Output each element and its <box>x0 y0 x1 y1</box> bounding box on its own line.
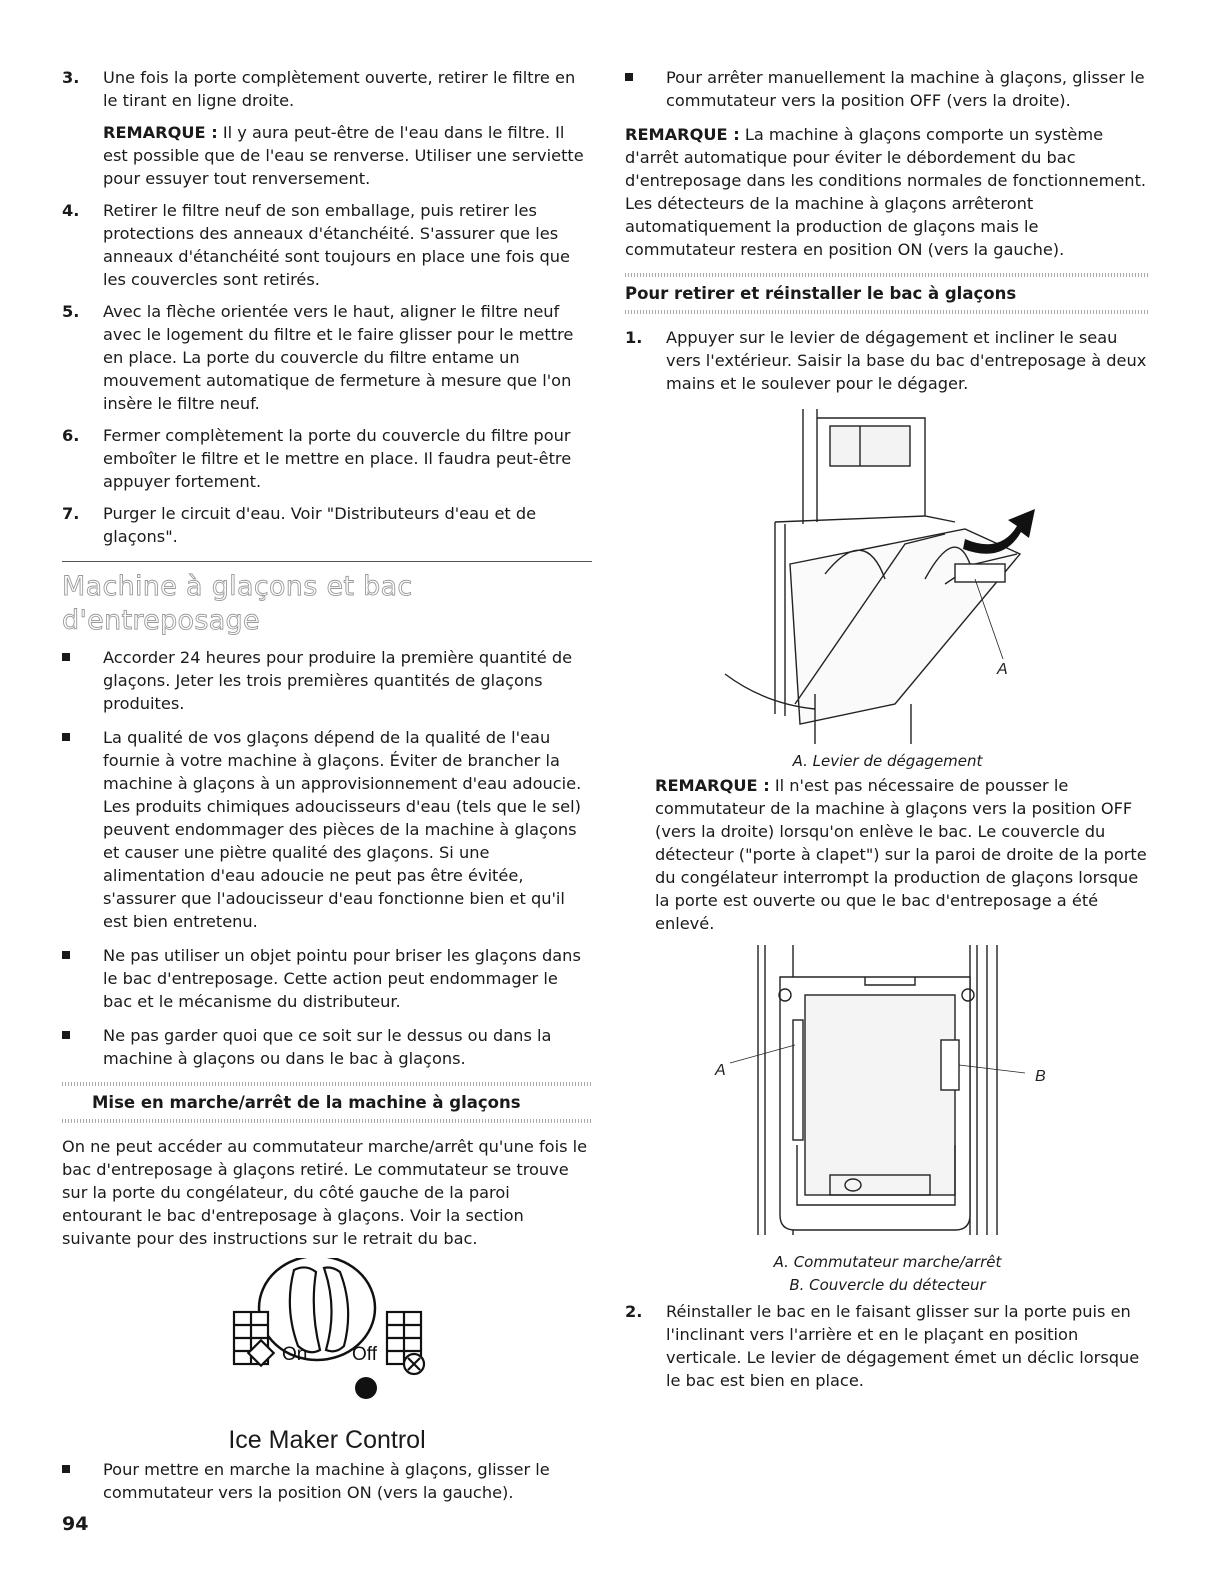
bullet-item <box>625 66 1150 112</box>
step-number: 1. <box>625 328 643 347</box>
ice-maker-control-figure <box>62 1258 592 1458</box>
step-6 <box>62 424 592 493</box>
switch-dot <box>355 1377 377 1399</box>
page-number: 94 <box>62 1513 89 1535</box>
left-column <box>62 66 592 1515</box>
subsection-header <box>625 273 1150 314</box>
step-7 <box>62 502 592 548</box>
step-text: Purger le circuit d'eau. Voir "Distributeurs d'eau et de glaçons". <box>103 504 537 546</box>
step-text: Retirer le filtre neuf de son emballage, puis retirer les protections des anneaux d'étanchéité. S'assurer que les anneaux d'étanchéité sont toujours en place une fois que les couvercles sont retirés. <box>103 201 570 289</box>
on-label: On <box>282 1344 308 1365</box>
on-grid-icon <box>234 1312 274 1366</box>
step-number: 2. <box>625 1302 643 1321</box>
note-detector-cover <box>655 774 1150 935</box>
section-divider <box>62 561 592 562</box>
tilting-bucket <box>790 529 1020 724</box>
step-text: Réinstaller le bac en le faisant glisser sur la porte puis en l'inclinant vers l'arrière et en le plaçant en position verticale. Le levier de dégagement émet un déclic lorsque le bac est bien en place. <box>666 1302 1140 1390</box>
step-number: 6. <box>62 426 80 445</box>
step-text: Une fois la porte complètement ouverte, retirer le filtre en le tirant en ligne droite. <box>103 68 576 110</box>
step-number: 5. <box>62 302 80 321</box>
switch-access-paragraph: On ne peut accéder au commutateur marche/arrêt qu'une fois le bac d'entreposage à glaçons retiré. Le commutateur se trouve sur la porte du congélateur, du côté gauche de la paroi entourant le bac d'entreposage à glaçons. Voir la section suivante pour des instructions sur le retrait du bac. <box>62 1137 588 1248</box>
step-3 <box>62 66 592 112</box>
note-water-in-filter <box>103 121 592 190</box>
figure-caption-b: B. Couvercle du détecteur <box>789 1276 986 1294</box>
right-column <box>625 66 1150 1401</box>
section-title: Machine à glaçons et bac d'entreposage <box>62 571 413 636</box>
step-text: Appuyer sur le levier de dégagement et incliner le seau vers l'extérieur. Saisir la base du bac d'entreposage à deux mains et le soulever pour le dégager. <box>666 328 1147 393</box>
step-5 <box>62 300 592 415</box>
off-grid-icon <box>387 1312 424 1374</box>
note-text: Il y aura peut-être de l'eau dans le filtre. Il est possible que de l'eau se renverse. Utiliser une serviette pour essuyer tout renversement. <box>103 123 584 188</box>
figure-caption-a: A. Commutateur marche/arrêt <box>773 1253 1002 1271</box>
figure-label-b: B <box>1035 1068 1046 1085</box>
switch-location-figure <box>625 945 1150 1300</box>
ice-maker-control-illustration <box>62 1258 592 1423</box>
step-2 <box>625 1300 1150 1392</box>
bullet-text: Ne pas garder quoi que ce soit sur le dessus ou dans la machine à glaçons ou dans le bac à glaçons. <box>103 1026 552 1068</box>
bullet-marker <box>62 1458 103 1504</box>
bullet-item <box>62 1024 592 1070</box>
step-number: 4. <box>62 201 80 220</box>
bullet-item <box>62 646 592 715</box>
step-4 <box>62 199 592 291</box>
figure-label-a: A <box>715 1062 726 1079</box>
bin-release-illustration <box>625 404 1150 744</box>
bullet-marker <box>62 1024 103 1070</box>
note-label: REMARQUE : <box>103 123 218 142</box>
note-label: REMARQUE : <box>625 125 740 144</box>
bullet-marker <box>62 944 103 1013</box>
dotted-rule <box>625 310 1150 314</box>
ice-maker-control-title: Ice Maker Control <box>228 1426 426 1454</box>
note-auto-shutoff <box>625 123 1150 261</box>
step-text: Avec la flèche orientée vers le haut, aligner le filtre neuf avec le logement du filtre et le faire glisser pour le mettre en place. La porte du couvercle du filtre entame un mouvement automatique de fermeture à mesure que l'on insère le filtre neuf. <box>103 302 574 413</box>
step-1 <box>625 326 1150 395</box>
bullet-marker <box>625 66 666 112</box>
subsection-title: Pour retirer et réinstaller le bac à glaçons <box>625 284 1017 303</box>
dotted-rule <box>62 1119 592 1123</box>
tilt-arrow-icon <box>963 509 1035 554</box>
bullet-text: Accorder 24 heures pour produire la première quantité de glaçons. Jeter les trois premières quantités de glaçons produites. <box>103 648 573 713</box>
bullet-text: La qualité de vos glaçons dépend de la qualité de l'eau fournie à votre machine à glaçons. Éviter de brancher la machine à glaçons à un approvisionnement d'eau adoucie. Les produits chimiques adoucisseurs d'eau (tels que le sel) peuvent endommager des pièces de la machine à glaçons et causer une piètre qualité des glaçons. Si une alimentation d'eau adoucie ne peut pas être évitée, s'assurer que l'adoucisseur d'eau fonctionne bien et qu'il est bien entretenu. <box>103 728 582 931</box>
figure-caption: A. Levier de dégagement <box>792 752 983 770</box>
bullet-item <box>62 726 592 933</box>
off-label: Off <box>352 1344 377 1365</box>
step-text: Fermer complètement la porte du couvercle du filtre pour emboîter le filtre et le mettre en place. Il faudra peut-être appuyer fortement. <box>103 426 572 491</box>
bullet-marker <box>62 646 103 715</box>
note-label: REMARQUE : <box>655 776 770 795</box>
note-text: Il n'est pas nécessaire de pousser le commutateur de la machine à glaçons vers la position OFF (vers la droite) lorsqu'on enlève le bac. Le couvercle du détecteur ("porte à clapet") sur la paroi de droite de la porte du congélateur interrompt la production de glaçons lorsque la porte est ouverte ou que le bac d'entreposage a été enlevé. <box>655 776 1147 933</box>
figure-label-a: A <box>997 661 1008 678</box>
subsection-title: Mise en marche/arrêt de la machine à glaçons <box>92 1093 521 1112</box>
bullet-marker <box>62 726 103 933</box>
note-text: La machine à glaçons comporte un système d'arrêt automatique pour éviter le débordement du bac d'entreposage dans les conditions normales de fonctionnement. Les détecteurs de la machine à glaçons arrêteront automatiquement la production de glaçons mais le commutateur restera en position ON (vers la gauche). <box>625 125 1147 259</box>
step-number: 7. <box>62 504 80 523</box>
bullet-text: Pour mettre en marche la machine à glaçons, glisser le commutateur vers la position ON (vers la gauche). <box>103 1460 550 1502</box>
bullet-item <box>62 944 592 1013</box>
bullet-text: Pour arrêter manuellement la machine à glaçons, glisser le commutateur vers la position OFF (vers la droite). <box>666 68 1145 110</box>
bullet-text: Ne pas utiliser un objet pointu pour briser les glaçons dans le bac d'entreposage. Cette action peut endommager le bac et le mécanisme du distributeur. <box>103 946 581 1011</box>
bin-release-figure <box>625 404 1150 774</box>
subsection-header <box>62 1082 592 1123</box>
step-number: 3. <box>62 68 80 87</box>
switch-location-illustration <box>625 945 1150 1245</box>
bullet-item <box>62 1458 592 1504</box>
